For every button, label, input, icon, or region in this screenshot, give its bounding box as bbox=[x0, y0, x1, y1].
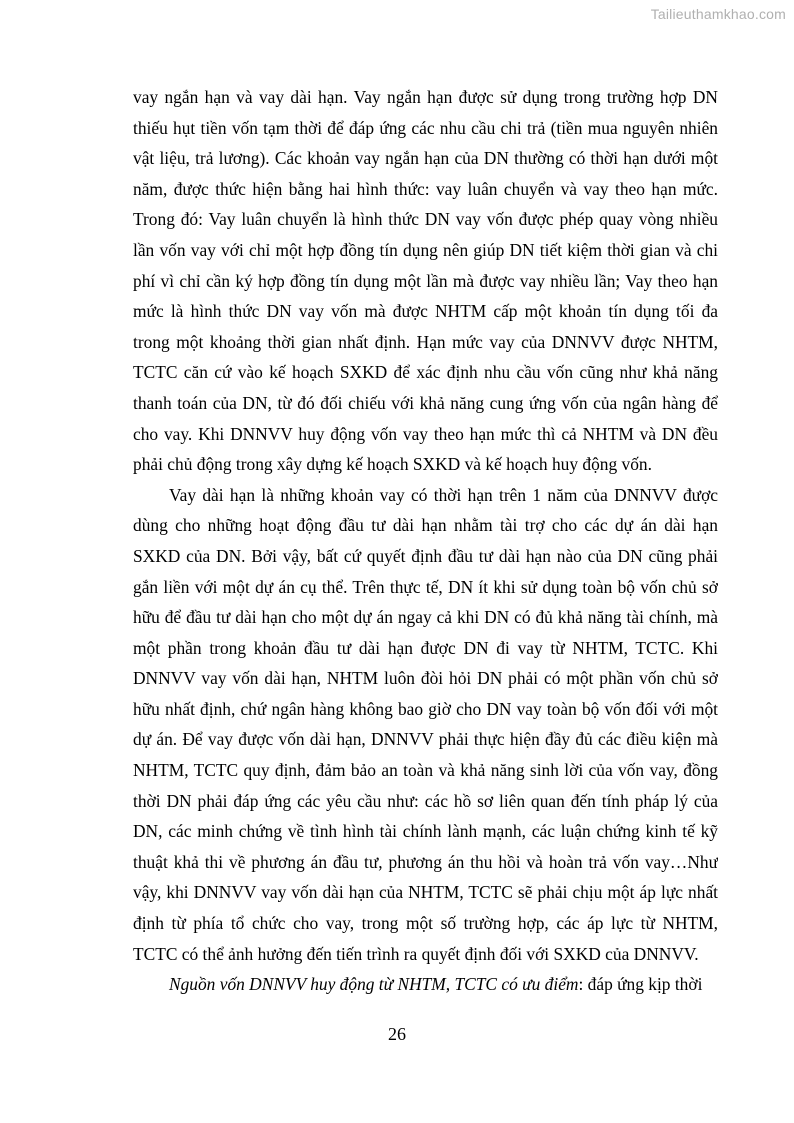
text-line: dự án. Để vay được vốn dài hạn, DNNVV phải thực hiện đầy đủ các điều kiện mà bbox=[133, 729, 718, 750]
italic-heading-text: Nguồn vốn DNNVV huy động từ NHTM, TCTC có ưu điểm bbox=[169, 974, 579, 995]
text-line: trong một khoảng thời gian nhất định. Hạn mức vay của DNNVV được NHTM, bbox=[133, 331, 718, 352]
watermark: Tailieuthamkhao.com bbox=[650, 6, 786, 22]
text-line: hữu nhất định, chứ ngân hàng không bao giờ cho DN vay toàn bộ vốn đối với một bbox=[133, 698, 718, 719]
text-line: định từ phía tổ chức cho vay, trong một số trường hợp, các áp lực từ NHTM, bbox=[133, 913, 718, 934]
text-line: vay ngắn hạn và vay dài hạn. Vay ngắn hạn được sử dụng trong trường hợp DN bbox=[133, 87, 718, 107]
text-line: vậy, khi DNNVV vay vốn dài hạn của NHTM, TCTC sẽ phải chịu một áp lực nhất bbox=[133, 882, 718, 903]
text-line: DN, các minh chứng về tình hình tài chính lành mạnh, các luận chứng kinh tế kỹ bbox=[133, 821, 718, 842]
page-number: 26 bbox=[388, 1024, 406, 1044]
text-line: thuật khả thi về phương án đầu tư, phương án thu hồi và hoàn trả vốn vay…Như bbox=[133, 851, 718, 872]
text-line: phí vì chỉ cần ký hợp đồng tín dụng một lần mà được vay nhiều lần; Vay theo hạn bbox=[133, 270, 718, 291]
paragraph bbox=[133, 480, 718, 970]
text-line: vật liệu, trả lương). Các khoản vay ngắn hạn của DN thường có thời hạn dưới một bbox=[133, 148, 718, 169]
text-line: gắn liền với một dự án cụ thể. Trên thực tế, DN ít khi sử dụng toàn bộ vốn chủ sở bbox=[133, 576, 718, 597]
text-line: TCTC có thể ảnh hưởng đến tiến trình ra quyết định đối với SXKD của DNNVV. bbox=[133, 943, 699, 964]
text-line: phải chủ động trong xây dựng kế hoạch SXKD và kế hoạch huy động vốn. bbox=[133, 454, 652, 475]
text-line: TCTC căn cứ vào kế hoạch SXKD để xác định nhu cầu vốn cũng như khả năng bbox=[133, 362, 718, 383]
paragraphs bbox=[133, 82, 718, 969]
text-line: Vay dài hạn là những khoản vay có thời hạn trên 1 năm của DNNVV được bbox=[169, 484, 718, 505]
text-line: một phần trong khoản đầu tư dài hạn được DN đi vay từ NHTM, TCTC. Khi bbox=[133, 637, 718, 658]
page-body bbox=[133, 82, 718, 1000]
text-line: SXKD của DN. Bởi vậy, bất cứ quyết định đầu tư dài hạn nào của DN cũng phải bbox=[133, 545, 718, 566]
text-line: Trong đó: Vay luân chuyển là hình thức DN vay vốn được phép quay vòng nhiều bbox=[133, 209, 718, 230]
text-line: thiếu hụt tiền vốn tạm thời để đáp ứng các nhu cầu chi trả (tiền mua nguyên nhiên bbox=[133, 117, 718, 138]
text-line: thời DN phải đáp ứng các yêu cầu như: các hồ sơ liên quan đến tính pháp lý của bbox=[133, 790, 718, 811]
text-line: lần vốn vay với chỉ một hợp đồng tín dụng nên giúp DN tiết kiệm thời gian và chi bbox=[133, 239, 718, 260]
text-line: cho vay. Khi DNNVV huy động vốn vay theo hạn mức thì cả NHTM và DN đều bbox=[133, 423, 718, 444]
text-line: DNNVV vay vốn dài hạn, NHTM luôn đòi hỏi DN phải có một phần vốn chủ sở bbox=[133, 668, 718, 689]
text-line: NHTM, TCTC quy định, đảm bảo an toàn và khả năng sinh lời của vốn vay, đồng bbox=[133, 760, 718, 781]
text-line: mức là hình thức DN vay vốn mà được NHTM cấp một khoản tín dụng tối đa bbox=[133, 301, 718, 322]
final-line bbox=[133, 969, 718, 1000]
text-line: hữu để đầu tư dài hạn cho một dự án ngay cả khi DN có đủ khả năng tài chính, mà bbox=[133, 607, 718, 628]
paragraph bbox=[133, 82, 718, 480]
text-line: thanh toán của DN, từ đó đối chiếu với khả năng cung ứng vốn của ngân hàng để bbox=[133, 392, 718, 413]
text-line: năm, được thức hiện bằng hai hình thức: vay luân chuyển và vay theo hạn mức. bbox=[133, 178, 718, 199]
text-line: dùng cho những hoạt động đầu tư dài hạn nhằm tài trợ cho các dự án dài hạn bbox=[133, 515, 718, 536]
final-line-text: : đáp ứng kịp thời bbox=[578, 974, 703, 995]
